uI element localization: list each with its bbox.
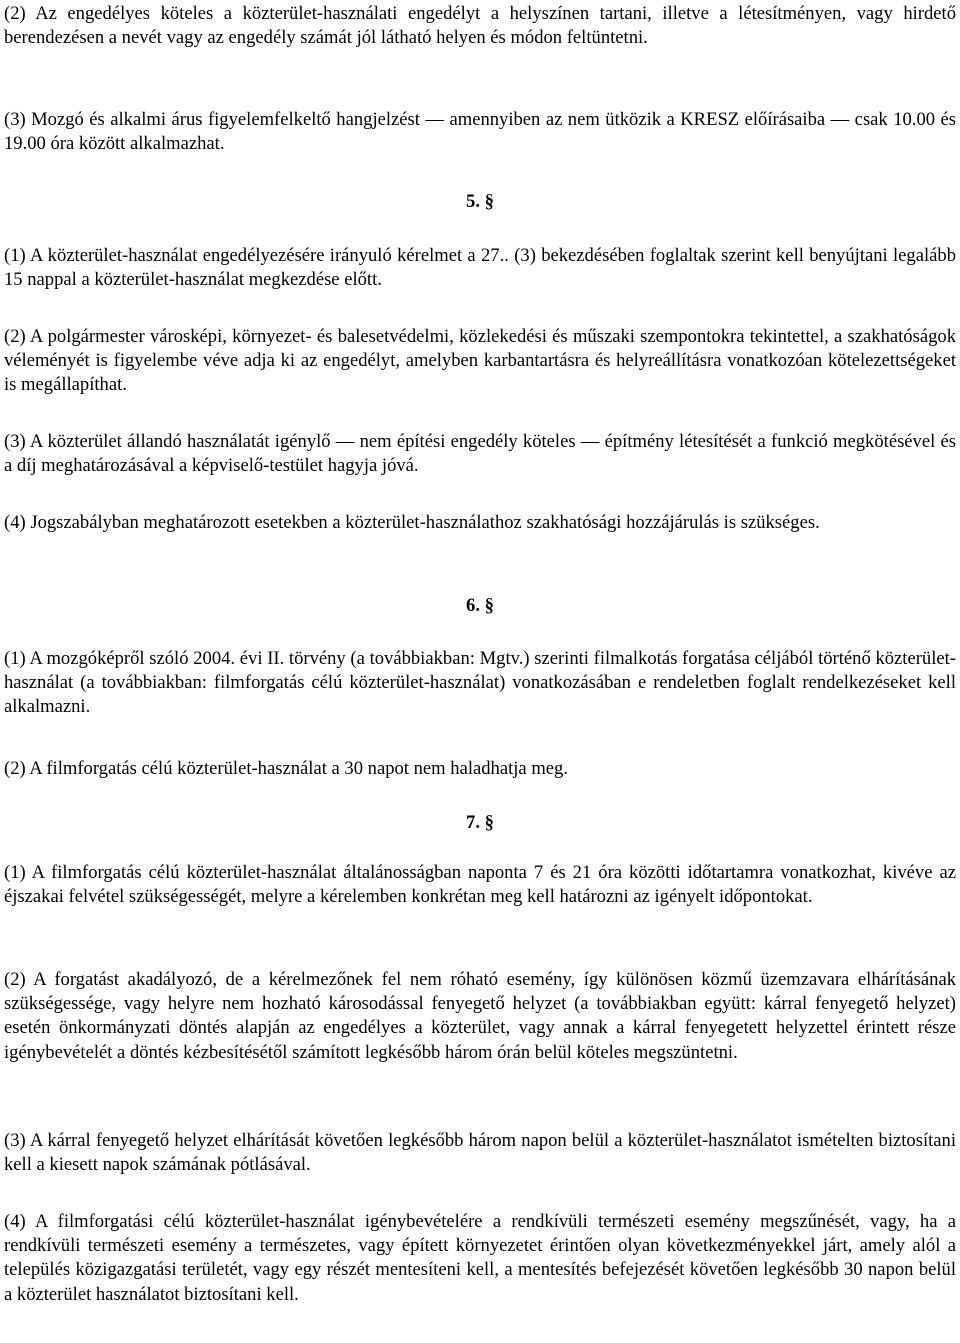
paragraph-7-3: (3) A kárral fenyegető helyzet elhárítását követően legkésőbb három napon belül a közterület-használatot ismételten biztosítani kell a kiesett napok számának pótlásával. [4,1130,956,1176]
paragraph-6-1: (1) A mozgóképről szóló 2004. évi II. törvény (a továbbiakban: Mgtv.) szerinti filmalkotás forgatása céljából történő közterület-használat (a továbbiakban: filmforgatás célú közterület-használat) vonatkozásában e rendeletben foglalt rendelkezéseket kell alkalmazni. [4,648,956,718]
paragraph-7-1: (1) A filmforgatás célú közterület-használat általánosságban naponta 7 és 21 óra közötti időtartamra vonatkozhat, kivéve az éjszakai felvétel szükségességét, melyre a kérelemben konkrétan meg kell határozni az igényelt időpontokat. [4,862,956,908]
section-heading-5 [0,190,960,214]
section-heading-6 [0,594,960,618]
section-heading-7-text: 7. § [466,812,494,833]
section-heading-5-text: 5. § [466,191,494,212]
paragraph-5-1: (1) A közterület-használat engedélyezésére irányuló kérelmet a 27.. (3) bekezdésében foglaltak szerint kell benyújtani legalább 15 nappal a közterület-használat megkezdése előtt. [4,245,956,291]
paragraph-5-3: (3) A közterület állandó használatát igénylő ― nem építési engedély köteles ― építmény létesítését a funkció megkötésével és a díj meghatározásával a képviselő-testület hagyja jóvá. [4,431,956,477]
paragraph-7-2: (2) A forgatást akadályozó, de a kérelmezőnek fel nem róható esemény, így különösen közmű üzemzavara elhárításának szükségessége, vagy helyre nem hozható károsodással fenyegető helyzet (a továbbiakban együtt: kárral fenyegető helyzet) esetén önkormányzati döntés alapján az engedélyes a közterület, vagy annak a kárral fenyegetett helyzettel érintett része igénybevételét a döntés kézbesítésétől számított legkésőbb három órán belül köteles megszüntetni. [4,969,956,1063]
section-heading-6-text: 6. § [466,595,494,616]
paragraph-4-2: (2) Az engedélyes köteles a közterület-használati engedélyt a helyszínen tartani, illetve a létesítményen, vagy hirdető berendezésen a nevét vagy az engedély számát jól látható helyen és módon feltüntetni. [4,3,956,49]
section-heading-7 [0,811,960,835]
paragraph-7-4: (4) A filmforgatási célú közterület-használat igénybevételére a rendkívüli természeti esemény megszűnését, vagy, ha a rendkívüli természeti esemény a természetes, vagy épített környezetet érintően olyan következményekkel járt, amely alól a település közigazgatási területét, vagy egy részét mentesíteni kell, a mentesítés befejezését követően legkésőbb 30 napon belül a közterület használatot biztosítani kell. [4,1211,956,1305]
paragraph-6-2: (2) A filmforgatás célú közterület-használat a 30 napot nem haladhatja meg. [4,758,568,779]
paragraph-5-4: (4) Jogszabályban meghatározott esetekben a közterület-használathoz szakhatósági hozzájárulás is szükséges. [4,512,820,533]
paragraph-4-3: (3) Mozgó és alkalmi árus figyelemfelkeltő hangjelzést ― amennyiben az nem ütközik a KRESZ előírásaiba ― csak 10.00 és 19.00 óra között alkalmazhat. [4,109,956,155]
paragraph-5-2: (2) A polgármester városképi, környezet- és balesetvédelmi, közlekedési és műszaki szempontokra tekintettel, a szakhatóságok véleményét is figyelembe véve adja ki az engedélyt, amelyben karbantartásra és helyreállításra vonatkozóan kötelezettségeket is megállapíthat. [4,326,956,396]
